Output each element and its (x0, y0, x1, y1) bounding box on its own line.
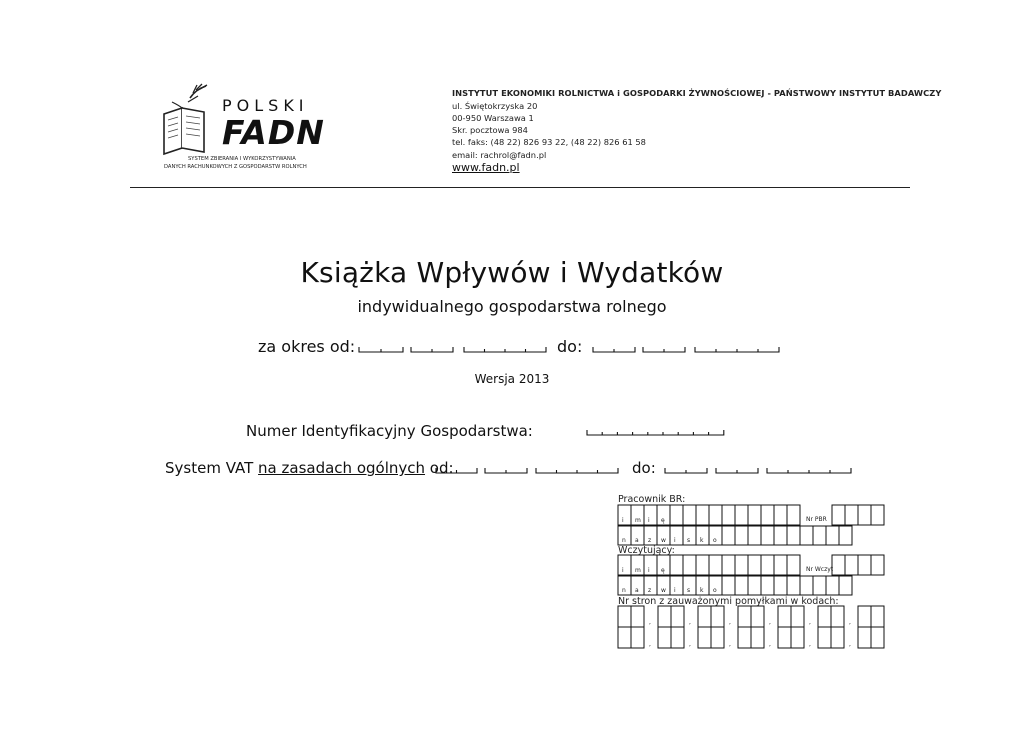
svg-text:ę: ę (661, 567, 665, 574)
institute-pobox: Skr. pocztowa 984 (452, 125, 528, 135)
pages-label: Nr stron z zauważonymi pomyłkami w kodach: (618, 596, 839, 607)
entry-nr-field[interactable] (832, 555, 884, 575)
svg-text:,: , (809, 619, 811, 626)
entry-last-name-field[interactable] (618, 576, 858, 595)
svg-text:,: , (849, 619, 851, 626)
institute-email: email: rachrol@fadn.pl (452, 150, 547, 160)
svg-text:k: k (700, 537, 704, 544)
svg-text:,: , (689, 641, 691, 648)
website-link[interactable]: www.fadn.pl (452, 161, 520, 174)
document-title: Książka Wpływów i Wydatków (300, 256, 724, 289)
svg-text:Nr PBR: Nr PBR (806, 516, 827, 523)
svg-text:FADN: FADN (222, 113, 325, 152)
svg-text:w: w (661, 537, 666, 544)
svg-text:w: w (661, 587, 666, 594)
svg-text:k: k (700, 587, 704, 594)
svg-text:i: i (674, 537, 676, 544)
svg-text:,: , (809, 641, 811, 648)
entry-label: Wczytujący: (618, 545, 675, 556)
svg-text:,: , (649, 641, 651, 648)
svg-text:o: o (713, 587, 717, 594)
svg-text:z: z (648, 537, 652, 544)
svg-text:i: i (648, 517, 650, 524)
svg-text:i: i (648, 567, 650, 574)
period-to-label: do: (557, 337, 583, 356)
svg-text:m: m (635, 517, 641, 524)
worker-label: Pracownik BR: (618, 494, 686, 505)
farm-id-label: Numer Identyfikacyjny Gospodarstwa: (246, 422, 533, 440)
svg-text:s: s (687, 537, 691, 544)
svg-text:o: o (713, 537, 717, 544)
document-subtitle: indywidualnego gospodarstwa rolnego (357, 297, 667, 316)
svg-text:SYSTEM ZBIERANIA I WYKORZYSTYW: SYSTEM ZBIERANIA I WYKORZYSTYWANIA (188, 156, 296, 162)
svg-text:a: a (635, 587, 639, 594)
entry-first-name-field[interactable] (618, 555, 806, 575)
institute-phone: tel. faks: (48 22) 826 93 22, (48 22) 826 61 58 (452, 137, 646, 147)
institute-city: 00-950 Warszawa 1 (452, 113, 534, 123)
error-pages-field[interactable] (618, 606, 886, 648)
svg-text:i: i (622, 567, 624, 574)
worker-last-name-field[interactable] (618, 526, 858, 545)
svg-text:DANYCH RACHUNKOWYCH Z GOSPODAR: DANYCH RACHUNKOWYCH Z GOSPODARSTW ROLNYCH (164, 164, 307, 170)
svg-text:s: s (687, 587, 691, 594)
vat-to-label: do: (632, 459, 656, 477)
svg-text:,: , (729, 641, 731, 648)
institute-street: ul. Świętokrzyska 20 (452, 101, 538, 111)
svg-text:ę: ę (661, 517, 665, 524)
vat-from-label: od: (429, 459, 454, 477)
svg-text:,: , (769, 619, 771, 626)
svg-text:,: , (769, 641, 771, 648)
svg-text:,: , (689, 619, 691, 626)
version-label: Wersja 2013 (474, 372, 550, 386)
svg-text:i: i (622, 517, 624, 524)
institute-name: INSTYTUT EKONOMIKI ROLNICTWA i GOSPODARKI ŻYWNOŚCIOWEJ - PAŃSTWOWY INSTYTUT BADAWCZY (452, 88, 942, 98)
svg-text:n: n (622, 587, 626, 594)
vat-regime: na zasadach ogólnych (258, 459, 426, 477)
svg-text:m: m (635, 567, 641, 574)
svg-text:n: n (622, 537, 626, 544)
svg-text:POLSKI: POLSKI (222, 96, 309, 115)
svg-text:Nr Wczyt: Nr Wczyt (806, 566, 834, 573)
worker-first-name-field[interactable] (618, 505, 806, 525)
worker-nr-pbr-field[interactable] (832, 505, 884, 525)
svg-text:z: z (648, 587, 652, 594)
svg-text:,: , (649, 619, 651, 626)
svg-text:a: a (635, 537, 639, 544)
svg-text:i: i (674, 587, 676, 594)
vat-prefix: System VAT (165, 459, 254, 477)
svg-text:,: , (729, 619, 731, 626)
period-from-label: za okres od: (258, 337, 356, 356)
svg-text:,: , (849, 641, 851, 648)
